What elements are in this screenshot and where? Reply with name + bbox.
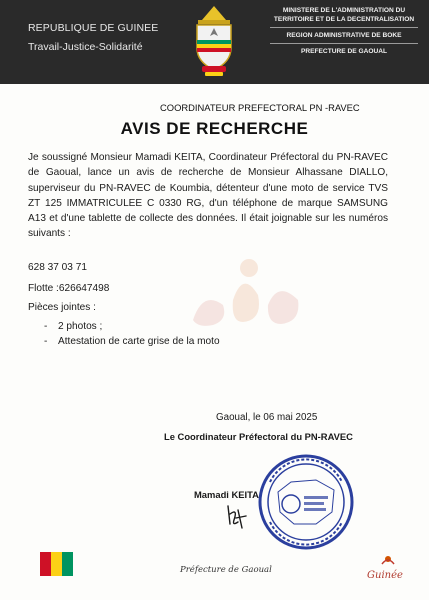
- ministry-line-1: MINISTERE DE L'ADMINISTRATION DU: [282, 7, 406, 14]
- attachment-item: Attestation de carte grise de la moto: [58, 336, 220, 347]
- watermark-logo-icon: [183, 250, 313, 340]
- attachments-label: Pièces jointes :: [28, 302, 96, 313]
- region-name: REGION ADMINISTRATIVE DE BOKE: [286, 32, 402, 39]
- letterhead: [0, 0, 429, 84]
- list-bullet: -: [44, 336, 48, 347]
- list-bullet: -: [44, 321, 48, 332]
- guinea-flag-icon: [40, 552, 73, 576]
- prefecture-name: PREFECTURE DE GAOUAL: [300, 48, 388, 55]
- phone-number: 628 37 03 71: [28, 262, 87, 273]
- attachment-item: 2 photos ;: [58, 321, 103, 332]
- administration-block: [264, 6, 424, 56]
- handwritten-signature-icon: [224, 502, 250, 530]
- national-motto: Travail-Justice-Solidarité: [28, 41, 143, 53]
- footer-brand: Guinée: [367, 570, 403, 581]
- country-name: REPUBLIQUE DE GUINEE: [28, 22, 159, 34]
- issuer-line: COORDINATEUR PREFECTORAL PN -RAVEC: [160, 102, 360, 113]
- fleet-number: Flotte :626647498: [28, 283, 110, 294]
- official-stamp-icon: [256, 452, 356, 552]
- coat-of-arms-icon: [188, 4, 240, 78]
- notice-body: Je soussigné Monsieur Mamadi KEITA, Coordinateur Préfectoral du PN-RAVEC de Gaoual, lance un avis de recherche de Monsieur Alhassane DIALLO, superviseur du PN-RAVEC de Koumbia, détenteur d'une moto de service TVS ZT 125 IMMATRICULEE C 0330 RG, d'un téléphone de marque SAMSUNG A13 et d'une tablette de collecte des données. Il était joignable sur les numéros suivants :: [28, 152, 388, 240]
- ministry-line-2: TERRITOIRE ET DE LA DECENTRALISATION: [273, 16, 415, 23]
- signatory-name: Mamadi KEITA: [194, 489, 259, 500]
- divider: [270, 27, 418, 28]
- document-title: AVIS DE RECHERCHE: [120, 119, 309, 138]
- divider: [270, 43, 418, 44]
- footer-prefecture: Préfecture de Gaoual: [180, 565, 272, 575]
- guinee-brand-logo-icon: [362, 554, 408, 582]
- signatory-title: Le Coordinateur Préfectoral du PN-RAVEC: [164, 431, 353, 442]
- place-and-date: Gaoual, le 06 mai 2025: [216, 412, 318, 423]
- country-block: [28, 22, 158, 53]
